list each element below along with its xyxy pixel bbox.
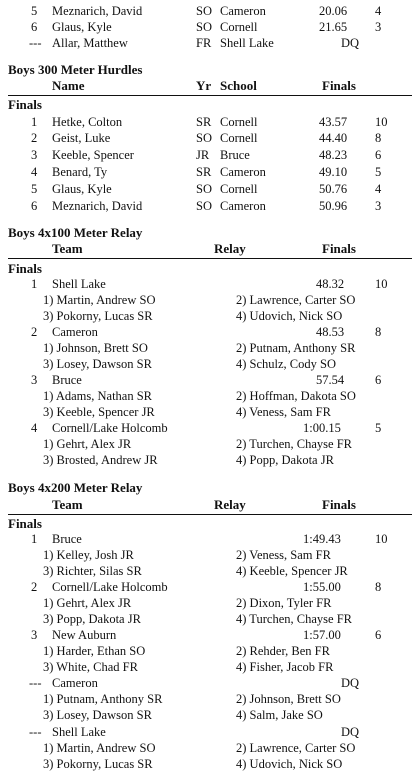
- school: Bruce: [220, 148, 250, 162]
- athlete-name: Glaus, Kyle: [52, 20, 112, 34]
- relay-team-row: [0, 724, 419, 740]
- year: FR: [196, 36, 212, 50]
- place: 2: [31, 580, 38, 594]
- relay-athlete: 2) Hoffman, Dakota SO: [236, 389, 356, 403]
- year: SO: [196, 4, 212, 18]
- header-rule: [8, 95, 412, 96]
- section-heading: Finals: [8, 516, 42, 531]
- result-row: [0, 35, 419, 51]
- relay-athletes-row: [0, 659, 419, 675]
- year: JR: [196, 148, 210, 162]
- athlete-name: Benard, Ty: [52, 165, 108, 179]
- column-header: [0, 78, 419, 94]
- relay-athletes-row: [0, 356, 419, 372]
- mark: 48.53: [316, 325, 345, 339]
- points: 10: [375, 277, 388, 291]
- team-name: Cameron: [52, 676, 98, 690]
- points: 5: [375, 165, 382, 179]
- relay-athletes-row: [0, 691, 419, 707]
- mark: 48.32: [316, 277, 345, 291]
- relay-athlete: 1) Martin, Andrew SO: [43, 293, 156, 307]
- relay-athlete: 4) Veness, Sam FR: [236, 405, 331, 419]
- relay-team-row: [0, 324, 419, 340]
- relay-team-row: [0, 372, 419, 388]
- school: Cornell: [220, 20, 258, 34]
- relay-athlete: 3) Pokorny, Lucas SR: [43, 309, 153, 323]
- place: 3: [31, 373, 38, 387]
- relay-athlete: 3) Keeble, Spencer JR: [43, 405, 155, 419]
- mark: 1:00.15: [303, 421, 341, 435]
- year: SO: [196, 182, 212, 196]
- place: ---: [29, 676, 42, 690]
- year: SR: [196, 165, 212, 179]
- points: 8: [375, 131, 382, 145]
- place: ---: [29, 725, 42, 739]
- athlete-name: Meznarich, David: [52, 199, 143, 213]
- year: SO: [196, 20, 212, 34]
- place: 2: [31, 131, 38, 145]
- relay-athlete: 2) Dixon, Tyler FR: [236, 596, 332, 610]
- place: 3: [31, 148, 38, 162]
- points: 3: [375, 199, 382, 213]
- team-name: Bruce: [52, 532, 82, 546]
- relay-athlete: 2) Veness, Sam FR: [236, 548, 331, 562]
- relay-athlete: 4) Keeble, Spencer JR: [236, 564, 348, 578]
- relay-athlete: 1) Putnam, Anthony SR: [43, 692, 163, 706]
- points: 8: [375, 325, 382, 339]
- relay-athletes-row: [0, 756, 419, 772]
- team-name: New Auburn: [52, 628, 117, 642]
- relay-athlete: 1) Kelley, Josh JR: [43, 548, 134, 562]
- result-row: [0, 3, 419, 19]
- points: 4: [375, 182, 382, 196]
- athlete-name: Geist, Luke: [52, 131, 111, 145]
- place: 4: [31, 421, 38, 435]
- col-finals: Finals: [322, 497, 356, 512]
- place: 5: [31, 182, 38, 196]
- athlete-name: Meznarich, David: [52, 4, 143, 18]
- relay-athlete: 3) Brosted, Andrew JR: [43, 453, 158, 467]
- team-name: Cornell/Lake Holcomb: [52, 580, 168, 594]
- event-title: Boys 4x200 Meter Relay: [8, 480, 143, 495]
- relay-athletes-row: [0, 308, 419, 324]
- points: 10: [375, 532, 388, 546]
- relay-athletes-row: [0, 595, 419, 611]
- relay-athlete: 2) Lawrence, Carter SO: [236, 741, 356, 755]
- mark: 1:49.43: [303, 532, 341, 546]
- athlete-name: Glaus, Kyle: [52, 182, 112, 196]
- relay-athletes-row: [0, 452, 419, 468]
- mark: DQ: [341, 36, 360, 50]
- relay-athletes-row: [0, 740, 419, 756]
- relay-athlete: 1) Adams, Nathan SR: [43, 389, 153, 403]
- relay-team-row: [0, 579, 419, 595]
- place: 6: [31, 20, 38, 34]
- place: 1: [31, 277, 38, 291]
- relay-athlete: 1) Johnson, Brett SO: [43, 341, 148, 355]
- relay-athletes-row: [0, 340, 419, 356]
- school: Cameron: [220, 199, 266, 213]
- team-name: Shell Lake: [52, 277, 106, 291]
- mark: 1:55.00: [303, 580, 341, 594]
- relay-athlete: 4) Turchen, Chayse FR: [236, 612, 352, 626]
- athlete-name: Hetke, Colton: [52, 115, 123, 129]
- points: 3: [375, 20, 382, 34]
- points: 6: [375, 628, 382, 642]
- team-name: Cameron: [52, 325, 98, 339]
- section-heading: Finals: [8, 97, 42, 112]
- col-relay: Relay: [214, 241, 246, 256]
- school: Cornell: [220, 131, 258, 145]
- result-row: [0, 114, 419, 130]
- mark: DQ: [341, 676, 360, 690]
- athlete-name: Allar, Matthew: [52, 36, 128, 50]
- mark: 1:57.00: [303, 628, 341, 642]
- team-name: Bruce: [52, 373, 82, 387]
- result-row: [0, 164, 419, 180]
- place: 4: [31, 165, 38, 179]
- relay-athlete: 1) Martin, Andrew SO: [43, 741, 156, 755]
- place: 1: [31, 532, 38, 546]
- relay-athlete: 4) Popp, Dakota JR: [236, 453, 334, 467]
- mark: 57.54: [316, 373, 345, 387]
- school: Cameron: [220, 165, 266, 179]
- relay-team-row: [0, 420, 419, 436]
- relay-athlete: 1) Harder, Ethan SO: [43, 644, 146, 658]
- result-row: [0, 130, 419, 146]
- mark: 44.40: [319, 131, 348, 145]
- col-team: Team: [52, 497, 83, 512]
- relay-athlete: 2) Rehder, Ben FR: [236, 644, 330, 658]
- relay-athletes-row: [0, 547, 419, 563]
- team-name: Shell Lake: [52, 725, 106, 739]
- mark: 50.76: [319, 182, 348, 196]
- relay-athlete: 4) Udovich, Nick SO: [236, 757, 343, 771]
- mark: 50.96: [319, 199, 348, 213]
- year: SO: [196, 131, 212, 145]
- relay-athlete: 2) Putnam, Anthony SR: [236, 341, 356, 355]
- relay-team-row: [0, 531, 419, 547]
- place: 5: [31, 4, 38, 18]
- header-rule: [8, 258, 412, 259]
- result-row: [0, 147, 419, 163]
- col-relay: Relay: [214, 497, 246, 512]
- relay-athletes-row: [0, 611, 419, 627]
- relay-athlete: 2) Johnson, Brett SO: [236, 692, 341, 706]
- relay-athlete: 3) Losey, Dawson SR: [43, 357, 152, 371]
- school: Cornell: [220, 115, 258, 129]
- relay-athlete: 3) White, Chad FR: [43, 660, 138, 674]
- relay-athlete: 4) Fisher, Jacob FR: [236, 660, 334, 674]
- place: 3: [31, 628, 38, 642]
- relay-athlete: 1) Gehrt, Alex JR: [43, 437, 132, 451]
- relay-athlete: 3) Richter, Silas SR: [43, 564, 142, 578]
- place: 6: [31, 199, 38, 213]
- relay-athlete: 4) Udovich, Nick SO: [236, 309, 343, 323]
- relay-athlete: 1) Gehrt, Alex JR: [43, 596, 132, 610]
- column-header: [0, 241, 419, 257]
- event-title: Boys 300 Meter Hurdles: [8, 62, 143, 77]
- relay-athlete: 3) Popp, Dakota JR: [43, 612, 141, 626]
- result-row: [0, 198, 419, 214]
- mark: 21.65: [319, 20, 348, 34]
- points: 6: [375, 148, 382, 162]
- place: 2: [31, 325, 38, 339]
- mark: 48.23: [319, 148, 348, 162]
- year: SR: [196, 115, 212, 129]
- place: ---: [29, 36, 42, 50]
- relay-athlete: 3) Losey, Dawson SR: [43, 708, 152, 722]
- school: Shell Lake: [220, 36, 274, 50]
- place: 1: [31, 115, 38, 129]
- relay-athletes-row: [0, 388, 419, 404]
- column-header: [0, 497, 419, 513]
- col-finals: Finals: [322, 78, 356, 93]
- relay-athlete: 2) Turchen, Chayse FR: [236, 437, 352, 451]
- mark: DQ: [341, 725, 360, 739]
- relay-team-row: [0, 627, 419, 643]
- relay-athletes-row: [0, 292, 419, 308]
- relay-team-row: [0, 675, 419, 691]
- relay-athlete: 4) Schulz, Cody SO: [236, 357, 336, 371]
- relay-athletes-row: [0, 404, 419, 420]
- mark: 43.57: [319, 115, 348, 129]
- event-title: Boys 4x100 Meter Relay: [8, 225, 143, 240]
- points: 4: [375, 4, 382, 18]
- relay-athletes-row: [0, 436, 419, 452]
- relay-athlete: 2) Lawrence, Carter SO: [236, 293, 356, 307]
- school: Cameron: [220, 4, 266, 18]
- school: Cornell: [220, 182, 258, 196]
- result-row: [0, 181, 419, 197]
- team-name: Cornell/Lake Holcomb: [52, 421, 168, 435]
- points: 8: [375, 580, 382, 594]
- col-finals: Finals: [322, 241, 356, 256]
- year: SO: [196, 199, 212, 213]
- relay-athlete: 3) Pokorny, Lucas SR: [43, 757, 153, 771]
- col-yr: Yr: [196, 78, 212, 93]
- result-row: [0, 19, 419, 35]
- relay-athletes-row: [0, 643, 419, 659]
- mark: 20.06: [319, 4, 348, 18]
- points: 6: [375, 373, 382, 387]
- col-name: Name: [52, 78, 85, 93]
- col-school: School: [220, 78, 257, 93]
- points: 5: [375, 421, 382, 435]
- mark: 49.10: [319, 165, 348, 179]
- section-heading: Finals: [8, 261, 42, 276]
- relay-athletes-row: [0, 707, 419, 723]
- relay-team-row: [0, 276, 419, 292]
- athlete-name: Keeble, Spencer: [52, 148, 134, 162]
- relay-athlete: 4) Salm, Jake SO: [236, 708, 323, 722]
- relay-athletes-row: [0, 563, 419, 579]
- col-team: Team: [52, 241, 83, 256]
- header-rule: [8, 514, 412, 515]
- points: 10: [375, 115, 388, 129]
